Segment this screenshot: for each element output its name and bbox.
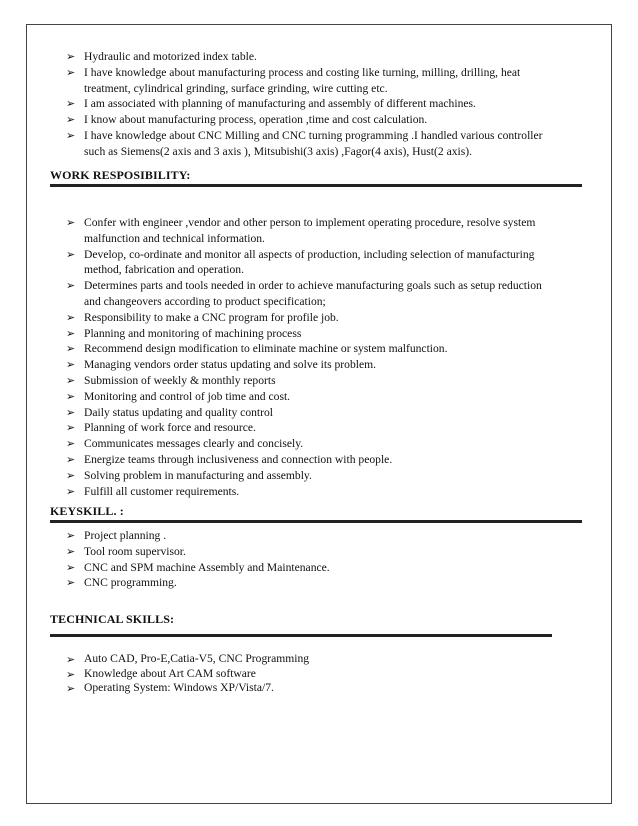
arrow-bullet-icon: ➢ <box>66 452 76 466</box>
list-item: ➢ Responsibility to make a CNC program for profile job. <box>66 310 339 324</box>
arrow-bullet-icon: ➢ <box>66 484 76 498</box>
technical-skills-list <box>64 652 544 696</box>
section-divider <box>50 634 552 637</box>
list-item: ➢ Knowledge about Art CAM software <box>66 666 256 681</box>
list-item: ➢ Auto CAD, Pro-E,Catia-V5, CNC Programming <box>66 652 310 666</box>
list-item: ➢ Daily status updating and quality control <box>66 405 274 419</box>
work-responsibility-heading: WORK RESPOSIBILITY: <box>50 168 191 182</box>
list-item: ➢ Monitoring and control of job time and cost. <box>66 389 291 403</box>
list-item: ➢ Operating System: Windows XP/Vista/7. <box>66 681 274 695</box>
list-item: ➢ Communicates messages clearly and concisely. <box>66 437 304 451</box>
arrow-bullet-icon: ➢ <box>66 560 76 574</box>
list-item: ➢ Hydraulic and motorized index table. <box>66 50 257 63</box>
list-item: ➢ Recommend design modification to eliminate machine or system malfunction. <box>66 342 448 356</box>
arrow-bullet-icon: ➢ <box>66 667 76 681</box>
list-item: ➢ CNC programming. <box>66 576 177 590</box>
list-item: ➢ I am associated with planning of manufacturing and assembly of different machines. <box>66 97 476 111</box>
arrow-bullet-icon: ➢ <box>66 342 76 356</box>
arrow-bullet-icon: ➢ <box>66 216 76 229</box>
arrow-bullet-icon: ➢ <box>66 358 76 372</box>
arrow-bullet-icon: ➢ <box>66 310 76 324</box>
work-responsibility-list <box>64 215 550 499</box>
list-item: ➢ Project planning . <box>66 529 167 542</box>
list-item: ➢ Planning and monitoring of machining process <box>66 326 302 340</box>
keyskill-heading: KEYSKILL. : <box>50 504 124 518</box>
intro-list <box>64 49 544 160</box>
arrow-bullet-icon: ➢ <box>66 421 76 435</box>
arrow-bullet-icon: ➢ <box>66 468 76 482</box>
arrow-bullet-icon: ➢ <box>66 65 76 79</box>
list-item: ➢ I know about manufacturing process, operation ,time and cost calculation. <box>66 113 428 127</box>
arrow-bullet-icon: ➢ <box>66 544 76 558</box>
arrow-bullet-icon: ➢ <box>66 247 76 261</box>
arrow-bullet-icon: ➢ <box>66 326 76 340</box>
arrow-bullet-icon: ➢ <box>66 389 76 403</box>
list-item: ➢ I have knowledge about CNC Milling and CNC turning programming .I handled various controller such as Siemens(2 axis and 3 axis ), Mitsubishi(3 axis) ,Fagor(4 axis), Hust(2 axis). <box>66 128 543 158</box>
list-item: ➢ Energize teams through inclusiveness and connection with people. <box>66 452 393 466</box>
list-item: ➢ Fulfill all customer requirements. <box>66 484 240 498</box>
arrow-bullet-icon: ➢ <box>66 279 76 293</box>
technical-skills-heading: TECHNICAL SKILLS: <box>50 612 175 626</box>
arrow-bullet-icon: ➢ <box>66 529 76 542</box>
arrow-bullet-icon: ➢ <box>66 373 76 387</box>
arrow-bullet-icon: ➢ <box>66 128 76 142</box>
list-item: ➢ Develop, co-ordinate and monitor all aspects of production, including selection of manufacturing method, fabrication and operation. <box>66 247 535 277</box>
arrow-bullet-icon: ➢ <box>66 437 76 451</box>
section-divider <box>50 520 582 523</box>
arrow-bullet-icon: ➢ <box>66 113 76 127</box>
list-item: ➢ Solving problem in manufacturing and assembly. <box>66 468 312 482</box>
arrow-bullet-icon: ➢ <box>66 405 76 419</box>
arrow-bullet-icon: ➢ <box>66 653 76 666</box>
arrow-bullet-icon: ➢ <box>66 50 76 63</box>
list-item: ➢ Planning of work force and resource. <box>66 421 256 435</box>
arrow-bullet-icon: ➢ <box>66 682 76 695</box>
list-item: ➢ CNC and SPM machine Assembly and Maintenance. <box>66 560 330 574</box>
arrow-bullet-icon: ➢ <box>66 97 76 111</box>
section-divider <box>50 184 582 187</box>
list-item: ➢ Confer with engineer ,vendor and other person to implement operating procedure, resolve system malfunction and technical information. <box>66 216 536 245</box>
list-item: ➢ Tool room supervisor. <box>66 544 186 558</box>
list-item: ➢ Managing vendors order status updating and solve its problem. <box>66 358 377 372</box>
keyskill-list <box>64 528 544 591</box>
list-item: ➢ Submission of weekly & monthly reports <box>66 373 276 387</box>
arrow-bullet-icon: ➢ <box>66 576 76 590</box>
list-item: ➢ Determines parts and tools needed in order to achieve manufacturing goals such as setup reduction and changeovers according to product specification; <box>66 279 542 308</box>
list-item: ➢ I have knowledge about manufacturing process and costing like turning, milling, drilling, heat treatment, cylindrical grinding, surface grinding, wire cutting etc. <box>66 65 521 95</box>
